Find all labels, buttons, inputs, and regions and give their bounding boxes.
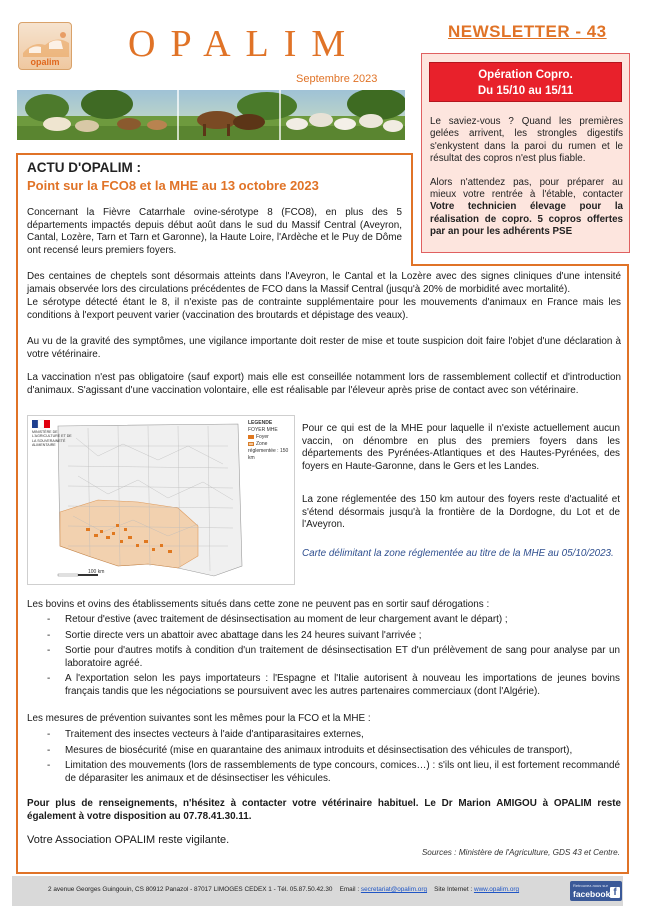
copro-title: Opération Copro. (478, 69, 573, 81)
prevention-1: Traitement des insectes vecteurs à l'aide d'antiparasitaires externes, (65, 729, 364, 740)
article-heading: ACTU D'OPALIM : (27, 160, 141, 175)
article-frame-right (627, 264, 629, 874)
paragraph-mhe-zone: La zone réglementée des 150 km autour des foyers reste d'actualité et s'étend désormais jusqu'à la frontière de la Dordogne, du Lot et de l'Aveyron. (302, 494, 620, 531)
prevention-2: Mesures de biosécurité (mise en quarantaine des animaux introduits et désinsectisation des véhicules de transport), (65, 744, 573, 756)
logo-wordmark: opalim (30, 57, 60, 67)
copro-paragraph-2 (430, 177, 623, 239)
prevention-intro: Les mesures de prévention suivantes sont les mêmes pour la FCO et la MHE : (27, 713, 371, 724)
sources-note: Sources : Ministère de l'Agriculture, GDS 43 et Centre. (421, 848, 620, 857)
map-legend-zone-label: Zone réglementée : 150 km (248, 441, 289, 461)
article-intro (27, 207, 402, 257)
list-item (47, 630, 620, 643)
copro-operation-box (421, 53, 630, 253)
article-intro-text: Concernant la Fièvre Catarrhale ovine-sérotype 8 (FCO8), en plus des 5 départements impactés depuis début août dans le sud du Massif Central (Aveyron, Cantal, Lozère, Tarn et Tarn et Garonne), la Haute Loire, l'Ardèche et le Puy de Dôme ont recensé leurs premiers foyers. (27, 207, 402, 256)
copro-offer-text: Votre technicien élevage pour la réalisation de copro. 5 copros offertes par an pour les adhérents PSE (430, 201, 623, 238)
article-subheading: Point sur la FCO8 et la MHE au 13 octobre 2023 (27, 178, 319, 193)
closing-line: Votre Association OPALIM reste vigilante. (27, 834, 230, 846)
paragraph-mhe-foyers: Pour ce qui est de la MHE pour laquelle il n'existe actuellement aucun vaccin, on dénombre en plus des premiers foyers dans les départements des Pyrénées-Atlantiques et des Hautes-Pyrénées, des foyers en Haute-Garonne, dans le Gers et les Landes. (302, 423, 620, 472)
list-item (47, 645, 620, 670)
derogation-3: Sortie pour d'autres motifs à condition d'un traitement de désinsectisation ET d'un prélèvement de sang pour analyse par un laboratoire agréé. (65, 645, 620, 669)
article-frame-left (16, 264, 18, 874)
facebook-badge-caption: Retrouvez-nous sur (573, 883, 608, 888)
paragraph-cheptels: Des centaines de cheptels sont désormais atteints dans l'Aveyron, le Cantal et la Lozère avec des signes cliniques d'une intensité jamais observée lors des circulations précédentes de FCO dans la Massif Central (jusqu'à 20% de morbidité avec mortalité). (27, 271, 621, 295)
copro-header (429, 62, 622, 102)
derogation-4: A l'exportation selon les pays importateurs : l'Espagne et l'Italie autorisent à nouveau les importations de jeunes bovins français tandis que les négociations se poursuivent avec les autres partenaires commerciaux (dont l'Algérie). (65, 673, 620, 697)
map-legend-zone (248, 441, 294, 462)
map-caption: Carte délimitant la zone réglementée au titre de la MHE au 05/10/2023. (302, 548, 614, 559)
article-frame-join (411, 264, 629, 266)
opalim-logo (18, 22, 72, 70)
facebook-badge[interactable] (570, 881, 622, 901)
prevention-list (47, 729, 620, 788)
zone-intro: Les bovins et ovins des établissements situés dans cette zone ne peuvent pas en sortir sauf dérogations : (27, 599, 490, 610)
paragraph-serotype: Le sérotype détecté étant le 8, il n'existe pas de contrainte supplémentaire pour les mouvements d'animaux en France mais les conditions à l'export peuvent varier (vaccination des broutards et dépistage des veaux). (27, 297, 621, 321)
derogation-2: Sortie directe vers un abattoir avec abattage dans les 24 heures suivant l'arrivée ; (65, 629, 422, 641)
map-scale-label: 100 km (88, 569, 105, 575)
copro-dates: Du 15/10 au 15/11 (477, 85, 574, 97)
footer-email-label: Email : (339, 886, 360, 893)
issue-date: Septembre 2023 (296, 73, 378, 85)
brand-title: OPALIM (128, 23, 361, 65)
paragraph-vigilance: Au vu de la gravité des symptômes, une vigilance importante doit rester de mise et toute suspicion doit faire l'objet d'une déclaration à votre vétérinaire. (27, 336, 621, 360)
livestock-photo-banner (17, 90, 405, 140)
newsletter-number: NEWSLETTER - 43 (448, 22, 607, 41)
article-frame-bottom (16, 872, 629, 874)
contact-paragraph: Pour plus de renseignements, n'hésitez à contacter votre vétérinaire habituel. Le Dr Marion AMIGOU à OPALIM reste également à votre disposition au 07.78.41.30.11. (27, 798, 621, 822)
derogation-1: Retour d'estive (avec traitement de désinsectisation au moment de leur chargement avant le départ) ; (65, 614, 508, 625)
list-item (47, 729, 620, 742)
zone-swatch (248, 442, 254, 446)
map-legend-title: LEGENDE (248, 420, 273, 426)
copro-paragraph-2-text: Alors n'attendez pas, pour préparer au mieux votre rentrée à l'étable, contacter (430, 176, 623, 201)
copro-body (430, 116, 623, 250)
list-item (47, 745, 620, 758)
mhe-zone-map (27, 415, 295, 585)
footer-contact (48, 886, 519, 893)
facebook-icon: f (610, 887, 620, 898)
list-item (47, 673, 620, 698)
footer-site-link[interactable]: www.opalim.org (473, 886, 520, 893)
map-legend-subtitle: FOYER MHE (248, 427, 278, 433)
footer-site-label: Site Internet : (434, 886, 473, 893)
list-item (47, 614, 620, 627)
paragraph-vaccination: La vaccination n'est pas obligatoire (sauf export) mais elle est conseillée notamment lors de rassemblement collectif et d'introduction d'animaux. S'agissant d'une vaccination volontaire, elle est réalisable par l'éleveur après prise de contact avec son vétérinaire. (27, 372, 621, 396)
copro-paragraph-1: Le saviez-vous ? Quand les premières gelées arrivent, les strongles digestifs s'enkystent dans la paroi du rumen et le résultat des copros n'est plus fiable. (430, 116, 623, 165)
footer-email-link[interactable]: secretariat@opalim.org (360, 886, 428, 893)
derogations-list (47, 614, 620, 702)
prevention-3: Limitation des mouvements (lors de rassemblements de type concours, comices…) : s'ils ont lieu, il est fortement recommandé de déparasiter les animaux et de désinsectiser les véhicules. (65, 760, 620, 784)
list-item (47, 760, 620, 785)
map-legend (248, 420, 294, 462)
foyer-swatch (248, 435, 254, 439)
map-legend-foyer (248, 434, 294, 441)
footer-address: 2 avenue Georges Guingouin, CS 80912 Panazol - 87017 LIMOGES CEDEX 1 - Tél. 05.87.50.42.30 (48, 886, 333, 893)
map-ministry-label: MINISTÈRE DE L'AGRICULTURE ET DE LA SOUVERAINETÉ ALIMENTAIRE (32, 430, 72, 448)
facebook-badge-label: facebook (573, 889, 611, 899)
map-legend-foyer-label: Foyer (256, 434, 269, 440)
footer-bar (12, 876, 623, 906)
